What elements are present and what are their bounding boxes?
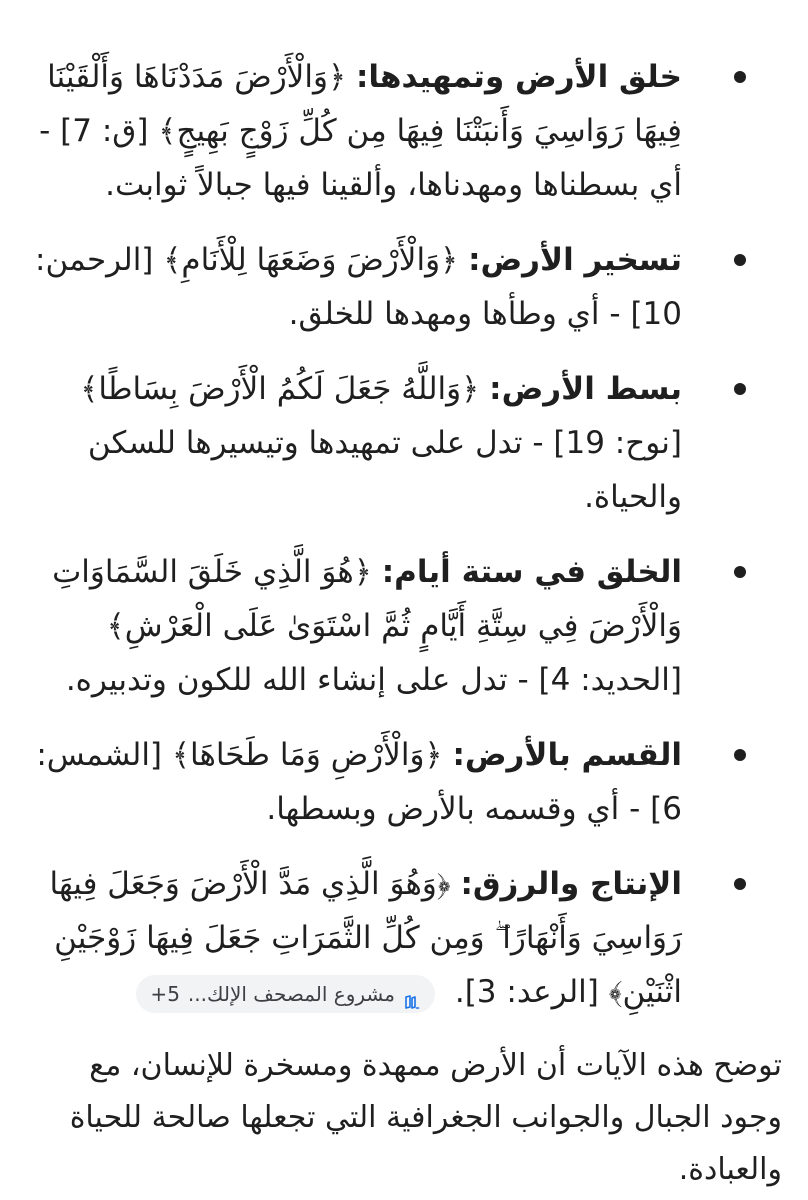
item-explanation: [ق: 7] - أي بسطناها ومهدناها، وألقينا فيها جبالاً ثوابت. (39, 113, 682, 203)
list-item (26, 857, 752, 1019)
item-verse: ﴿وَالْأَرْضِ وَمَا طَحَاهَا﴾ (171, 737, 443, 773)
item-verse: ﴿وَهُوَ الَّذِي مَدَّ الْأَرْضَ وَجَعَلَ فِيهَا رَوَاسِيَ وَأَنْهَارًا ۖ وَمِن كُلِّ الثَّمَرَاتِ جَعَلَ فِيهَا زَوْجَيْنِ اثْنَيْنِ﴾ (49, 866, 682, 1010)
bullet-icon (734, 71, 746, 83)
verse-list (26, 50, 752, 1019)
item-heading: الخلق في ستة أيام: (381, 554, 682, 590)
list-item (26, 728, 752, 836)
source-chip-count: 5+ (150, 981, 180, 1006)
item-explanation: [الرعد: 3]. (454, 974, 599, 1010)
item-explanation: [نوح: 19] - تدل على تمهيدها وتيسيرها للسكن والحياة. (87, 425, 682, 515)
list-item (26, 233, 752, 341)
summary-paragraph: توضح هذه الآيات أن الأرض ممهدة ومسخرة للإنسان، مع وجود الجبال والجوانب الجغرافية التي تجعلها صالحة للحياة والعبادة. (69, 1048, 782, 1187)
source-chip-label: مشروع المصحف الإلك... (187, 981, 395, 1006)
item-heading: الإنتاج والرزق: (460, 866, 682, 902)
bullet-icon (734, 254, 746, 266)
item-explanation: [الشمس: 6] - أي وقسمه بالأرض وبسطها. (36, 737, 682, 827)
item-verse: ﴿وَالْأَرْضَ مَدَدْنَاهَا وَأَلْقَيْنَا فِيهَا رَوَاسِيَ وَأَنبَتْنَا فِيهَا مِن كُلِّ زَوْجٍ بَهِيجٍ﴾ (47, 59, 682, 149)
bullet-icon (734, 383, 746, 395)
bullet-icon (734, 566, 746, 578)
item-heading: تسخير الأرض: (468, 242, 682, 278)
item-explanation: [الرحمن: 10] - أي وطأها ومهدها للخلق. (35, 242, 682, 332)
item-heading: القسم بالأرض: (452, 737, 682, 773)
item-verse: ﴿وَاللَّهُ جَعَلَ لَكُمُ الْأَرْضَ بِسَاطًا﴾ (80, 371, 480, 407)
item-verse: ﴿هُوَ الَّذِي خَلَقَ السَّمَاوَاتِ وَالْأَرْضَ فِي سِتَّةِ أَيَّامٍ ثُمَّ اسْتَوَىٰ عَلَى الْعَرْشِ﴾ (52, 554, 682, 644)
item-verse: ﴿وَالْأَرْضَ وَضَعَهَا لِلْأَنَامِ﴾ (163, 242, 459, 278)
list-item (26, 50, 752, 212)
item-explanation: [الحديد: 4] - تدل على إنشاء الله للكون وتدبيره. (65, 662, 682, 698)
book-source-icon (403, 985, 421, 1003)
list-item (26, 362, 752, 524)
bullet-icon (734, 878, 746, 890)
source-chip[interactable] (136, 975, 435, 1013)
item-heading: بسط الأرض: (489, 371, 682, 407)
list-item (26, 545, 752, 707)
item-heading: خلق الأرض وتمهيدها: (355, 59, 682, 95)
bullet-icon (734, 749, 746, 761)
